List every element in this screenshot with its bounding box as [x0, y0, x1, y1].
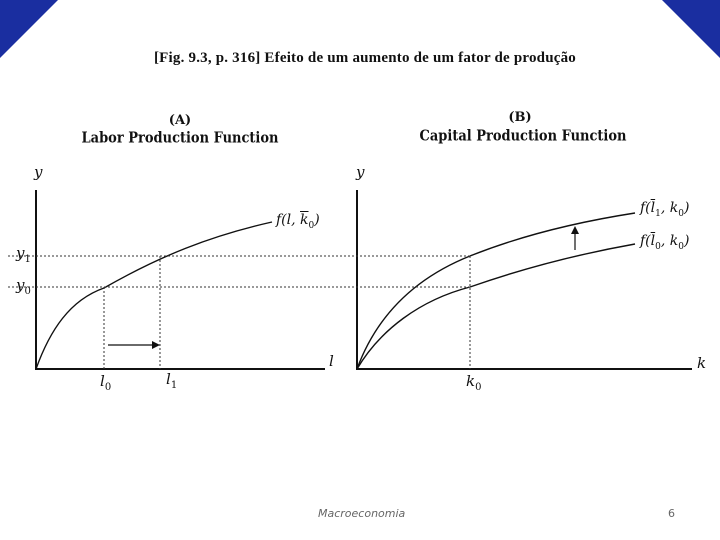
- tick-l0: $l_0$: [100, 372, 112, 393]
- panel-b-lower-curve: [357, 244, 635, 369]
- panel-a-y-axis-label: y: [34, 163, 43, 181]
- panel-a-x-axis-label: l: [329, 352, 334, 370]
- panel-b-title: Capital Production Function: [419, 127, 627, 146]
- panel-b-guides: [104, 256, 470, 369]
- panel-a-letter: (A): [168, 113, 192, 128]
- panel-b-shift-arrow: [571, 226, 579, 250]
- panel-b-y-axis-label: y: [356, 163, 365, 181]
- panel-b-lower-curve-label: $f(\overline{l}_0$, $k_0$): [640, 233, 690, 252]
- page-number: 6: [668, 507, 675, 520]
- panel-b-letter: (B): [508, 110, 532, 125]
- tick-y0: $y_0$: [16, 276, 31, 297]
- tick-y1: $y_1$: [16, 244, 31, 265]
- panel-b-upper-curve-label: $f(\overline{l}_1$, $k_0$): [640, 200, 690, 219]
- panel-a-curve-label: f(l, $\overline{k}_0$): [276, 212, 320, 231]
- panel-b-upper-curve: [357, 213, 635, 369]
- panel-a-title: Labor Production Function: [81, 129, 279, 148]
- panel-b-x-axis-label: k: [697, 354, 707, 372]
- tick-k0: $k_0$: [466, 372, 482, 393]
- tick-l1: $l_1$: [166, 370, 178, 391]
- slide-title: [Fig. 9.3, p. 316] Efeito de um aumento de um fator de produção: [153, 50, 577, 66]
- panel-a-shift-arrow: [108, 341, 160, 349]
- panel-a-guides: [8, 256, 160, 369]
- footer-text: Macroeconomia: [318, 507, 406, 520]
